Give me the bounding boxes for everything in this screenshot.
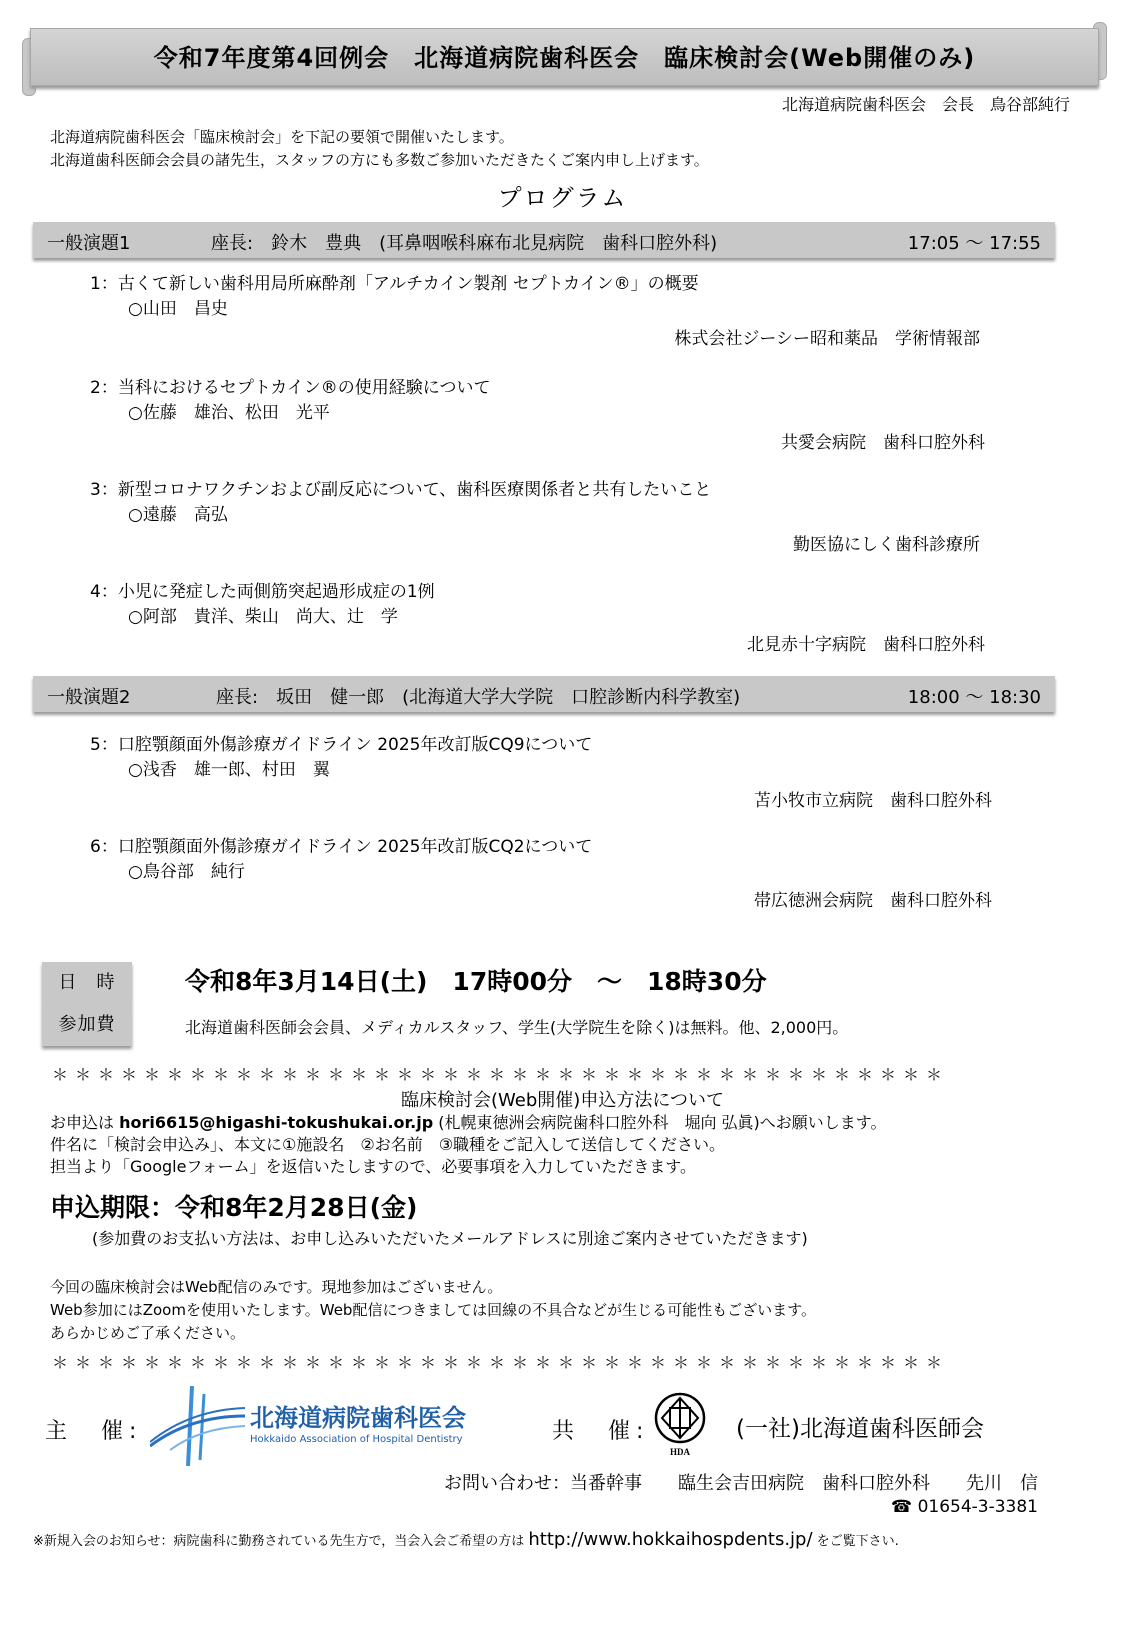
hda-emblem-icon [652,1392,708,1458]
talk-item [90,733,592,783]
talk-authors: ○山田 昌史 [128,299,228,319]
apply-heading: 臨床検討会(Web開催)申込方法について [401,1090,724,1111]
apply-instructions [50,1112,887,1178]
talk-affiliation: 苫小牧市立病院 歯科口腔外科 [754,791,992,811]
intro-line: 北海道歯科医師会会員の諸先生，スタッフの方にも多数ご参加いただきたくご案内申し上げます。 [50,151,709,169]
web-notice [50,1276,816,1345]
talk-item [90,478,711,528]
talk-authors: ○遠藤 高弘 [128,505,228,525]
divider-stars: ＊＊＊＊＊＊＊＊＊＊＊＊＊＊＊＊＊＊＊＊＊＊＊＊＊＊＊＊＊＊＊＊＊＊＊＊＊＊＊ [52,1353,950,1372]
session-time: 17:05 〜 17:55 [907,233,1041,254]
talk-title: 5：口腔顎顔面外傷診療ガイドライン 2025年改訂版CQ9について [90,735,593,755]
apply-deadline: 申込期限：令和8年2月28日(金) [50,1193,418,1222]
talk-title: 1：古くて新しい歯科用局所麻酔剤「アルチカイン製剤 セプトカイン®」の概要 [90,274,699,294]
session-chair: 座長: 鈴木 豊典 (耳鼻咽喉科麻布北見病院 歯科口腔外科) [211,233,718,254]
membership-footer: ※新規入会のお知らせ：病院歯科に勤務されている先生方で，当会入会ご希望の方は http://www.hokkaihospdents.jp/ をご覧下さい. [33,1529,899,1550]
host-logo-en: Hokkaido Association of Hospital Dentistry [250,1434,463,1445]
talk-affiliation: 勤医協にしく歯科診療所 [793,535,980,555]
session-1-header [33,222,1055,258]
program-heading: プログラム [497,184,628,212]
title-banner [22,18,1107,90]
talk-item [90,835,592,885]
notice-line: Web参加にはZoomを使用いたします。Web配信につきましては回線の不具合などが生じる可能性もございます。 [50,1301,816,1319]
talk-title: 3：新型コロナワクチンおよび副反応について、歯科医療関係者と共有したいこと [90,480,712,500]
notice-line: 今回の臨床検討会はWeb配信のみです。現地参加はございません。 [50,1278,503,1296]
intro-line: 北海道病院歯科医会「臨床検討会」を下記の要領で開催いたします。 [50,128,514,146]
fee-label-box: 参加費 [42,1004,132,1046]
session-time: 18:00 〜 18:30 [907,687,1041,708]
event-date: 令和8年3月14日(土) 17時00分 〜 18時30分 [185,967,767,996]
talk-title: 6：口腔顎顔面外傷診療ガイドライン 2025年改訂版CQ2について [90,837,593,857]
intro-text [50,126,709,172]
talk-title: 4：小児に発症した両側筋突起過形成症の1例 [90,582,435,602]
host-logo-mark-icon [150,1386,250,1466]
host-label: 主 催: [45,1419,143,1444]
apply-line: 担当より「Googleフォーム」を返信いたしますので、必要事項を入力していただきます。 [50,1157,697,1176]
talk-authors: ○阿部 貴洋、柴山 尚大、辻 学 [128,607,398,627]
talk-authors: ○佐藤 雄治、松田 光平 [128,403,330,423]
apply-email-link[interactable]: hori6615@higashi-tokushukai.or.jp [119,1113,434,1132]
talk-affiliation: 帯広徳洲会病院 歯科口腔外科 [754,891,992,911]
phone-number: 01654-3-3381 [917,1497,1038,1517]
apply-line: 件名に「検討会申込み」、本文に①施設名 ②お名前 ③職種をご記入して送信してください。 [50,1135,726,1154]
talk-affiliation: 共愛会病院 歯科口腔外科 [781,433,985,453]
talk-title: 2：当科におけるセプトカイン®の使用経験について [90,378,491,398]
talk-item [90,580,435,630]
payment-note: (参加費のお支払い方法は、お申し込みいただいたメールアドレスに別途ご案内させていただきます) [92,1229,808,1248]
organizer-president: 北海道病院歯科医会 会長 鳥谷部純行 [781,95,1070,114]
talk-item [90,272,699,322]
divider-stars: ＊＊＊＊＊＊＊＊＊＊＊＊＊＊＊＊＊＊＊＊＊＊＊＊＊＊＊＊＊＊＊＊＊＊＊＊＊＊＊ [52,1065,950,1084]
talk-item [90,376,490,426]
contact-phone [891,1497,1038,1517]
session-label: 一般演題2 [47,687,131,708]
apply-line: お申込は hori6615@higashi-tokushukai.or.jp (札幌東徳洲会病院歯科口腔外科 堀向 弘眞)へお願いします。 [50,1113,887,1132]
cohost-label: 共 催: [552,1419,650,1444]
notice-line: あらかじめご了承ください。 [50,1324,246,1342]
event-fee: 北海道歯科医師会会員、メディカルスタッフ、学生(大学院生を除く)は無料。他、2,000円。 [185,1018,849,1037]
talk-authors: ○浅香 雄一郎、村田 翼 [128,760,330,780]
page-title: 令和7年度第4回例会 北海道病院歯科医会 臨床検討会(Web開催のみ) [153,44,976,72]
host-logo [150,1386,495,1466]
cohost-logo [652,1392,708,1458]
date-label-box: 日 時 [42,962,132,1004]
session-chair: 座長: 坂田 健一郎 (北海道大学大学院 口腔診断内科学教室) [216,687,741,708]
website-link[interactable]: http://www.hokkaihospdents.jp/ [528,1529,813,1550]
svg-text:HDA: HDA [670,1447,690,1457]
host-logo-jp: 北海道病院歯科医会 [250,1404,466,1432]
contact-info: お問い合わせ：当番幹事 臨生会吉田病院 歯科口腔外科 先川 信 [444,1473,1038,1494]
session-2-header [33,676,1055,712]
talk-affiliation: 株式会社ジーシー昭和薬品 学術情報部 [674,329,980,349]
phone-icon: ☎ [890,1497,913,1517]
talk-authors: ○鳥谷部 純行 [128,862,245,882]
session-label: 一般演題1 [47,233,131,254]
talk-affiliation: 北見赤十字病院 歯科口腔外科 [747,635,985,655]
cohost-name: (一社)北海道歯科医師会 [736,1416,984,1442]
